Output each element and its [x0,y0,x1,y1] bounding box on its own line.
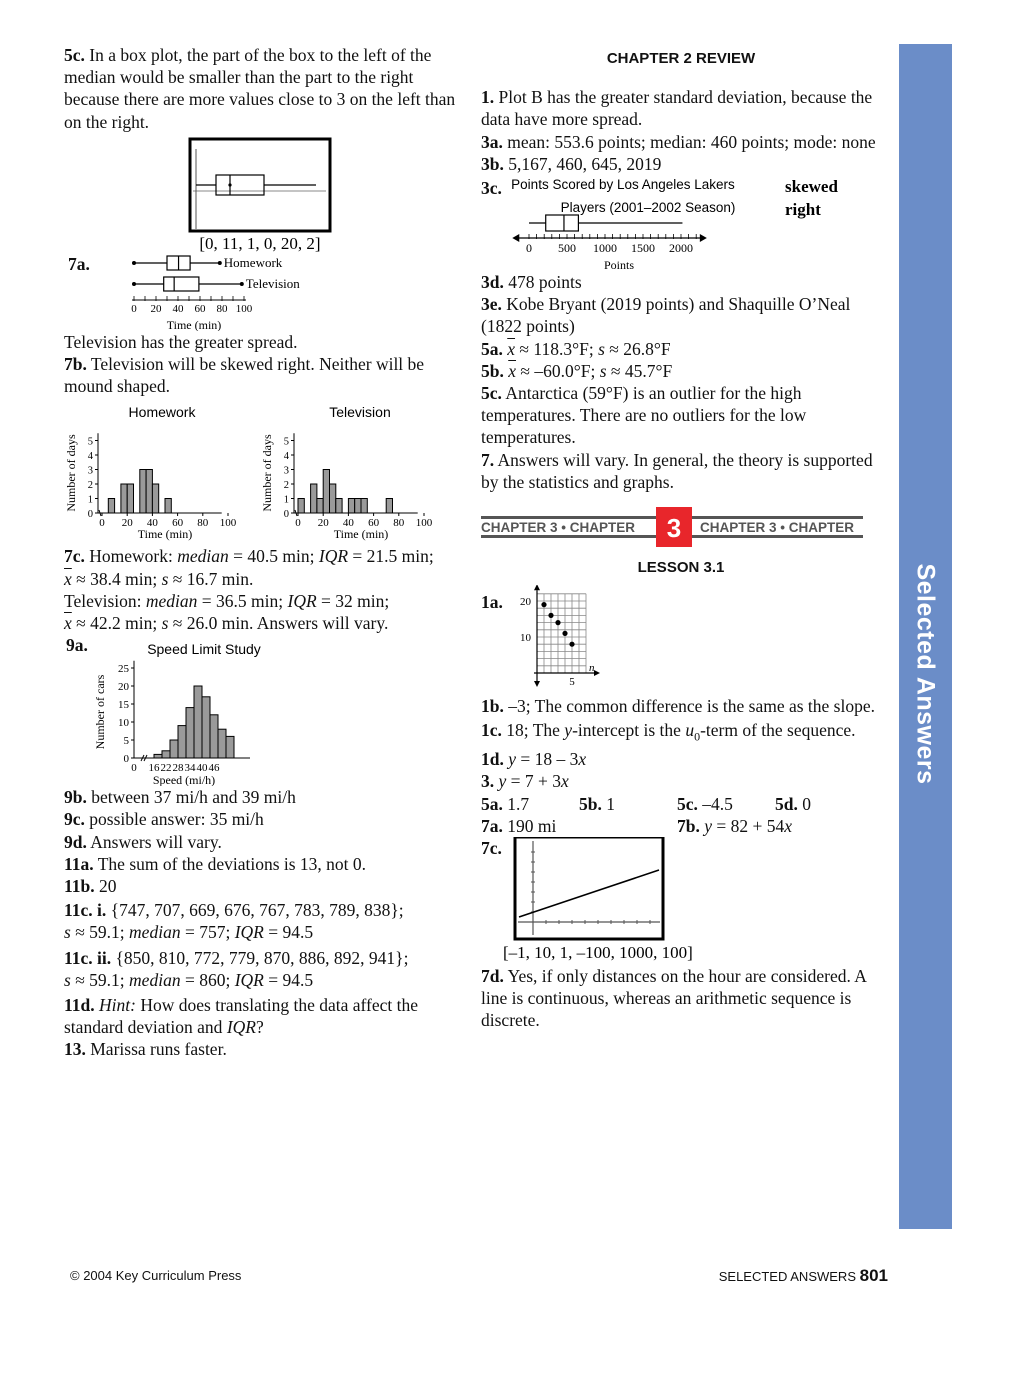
arrow-right-icon [594,670,600,676]
chapter-number: 3 [666,513,682,544]
var-x: x [561,771,569,792]
answer-7a-31: 7a. 190 mi [481,815,557,836]
ytick-10: 10 [520,632,531,645]
answer-ch2-1: 1. Plot B has the greater standard deviation, because the data have more spread. [481,87,873,130]
approx-icon: ≈ [520,360,530,381]
hist-bar [121,484,127,513]
y-tick-label: 4 [87,451,93,463]
boxplot-xlabel: Time (min) [166,317,222,331]
var-y: y [498,771,507,792]
x-tick-label: 40 [342,517,354,530]
answer-3-1-1d: 1d. y = 18 – 3x [481,749,587,770]
approx-icon: ≈ [75,969,85,990]
y-tick-label: 2 [283,480,289,492]
y-tick-label: 5 [87,436,93,448]
x-tick-label: 80 [393,517,405,530]
x-tick-label: 22 [160,762,172,775]
hist-xlabel: Time (min) [137,527,193,542]
chapter-bar-right: CHAPTER 3 • CHAPTER [700,520,854,536]
hist9a-ylabel: Number of cars [93,674,107,750]
approx-icon: ≈ [76,613,86,634]
hist-bar [154,755,162,759]
xtick-5: 5 [569,676,575,689]
lesson-3-1-heading: LESSON 3.1 [637,559,725,577]
lakers-title-1: Points Scored by Los Angeles Lakers [511,177,735,193]
answer-11c-i: 11c. i. {747, 707, 669, 676, 767, 783, 789, 838}; s ≈ 59.1; median = 757; IQR = 94.5 [64,900,404,943]
approx-icon: ≈ [76,568,86,589]
scatter-point [541,602,546,607]
skewed-note: skewed [785,177,838,197]
x-tick-label: 28 [172,762,184,775]
hist-bar [330,484,336,513]
y-tick-label: 25 [118,663,129,676]
answer-3-1-3: 3. y = 7 + 3x [481,771,569,792]
x-tick-label: 46 [208,762,220,775]
answer-ch2-5c: 5c. Antarctica (59°F) is an outlier for the high temperatures. There are no outliers for the low temperatures. [481,383,807,448]
approx-icon: ≈ [519,338,530,359]
hist-bar [108,499,114,514]
hist-bar [348,499,354,514]
chapter-bar-left: CHAPTER 3 • CHAPTER [481,520,635,536]
calculator-line-graph [481,837,881,965]
x-tick-label: 0 [295,517,301,530]
answer-11a: 11a. The sum of the deviations is 13, not 0. [64,853,367,874]
answer-ch2-7: 7. Answers will vary. In general, the theory is supported by the statistics and graphs. [481,449,873,492]
hist-bar [165,499,171,514]
hist-bar [355,499,361,514]
answer-5b: 5b. 1 [579,793,615,814]
x-tick-label: 60 [368,517,380,530]
approx-icon: ≈ [609,338,619,359]
tick-label: 80 [216,302,228,315]
tick-label: 1500 [631,241,655,256]
tick-label: 20 [150,302,162,315]
hist-bar [178,726,186,758]
series-label: Television [245,275,300,291]
x-tick-label: 100 [415,517,433,530]
x-tick-label: 100 [219,517,237,530]
tick-label: 40 [172,302,184,315]
lakers-title-2: Players (2001–2002 Season) [560,200,736,216]
answer-3-1-1b: 1b. –3; The common difference is the same as the slope. [481,696,875,717]
xbar-symbol: $\overline{x}$ [507,338,516,359]
y-tick-label: 2 [87,480,93,492]
y-tick-label: 1 [87,494,93,506]
var-x: x [784,815,793,836]
hist-bar [298,499,304,514]
answer-7a: 7a. Homework Television 0 20 40 60 80 100 Time (min) [64,253,464,331]
answer-7c-31: 7c. [–1, 10, 1, –100, 1000, 100] [481,837,881,965]
window-caption-7c: [–1, 10, 1, –100, 1000, 100] [503,942,693,962]
answer-3-1-1c: 1c. 18; The y-intercept is the $u_0$-term of the sequence. [481,720,856,744]
scatter-point [548,613,553,618]
x-tick-label: 0 [131,762,137,775]
hist-bar [127,484,133,513]
arrow-down-icon [534,681,540,687]
arrow-up-icon [534,585,540,590]
hist-bar [218,729,226,758]
answer-11b: 11b. 20 [64,876,117,897]
x-variable: n [589,662,595,675]
answer-ch2-5b: 5b. $\overline{x} \approx -60.0^\circ F$; s ≈ 45.7°F [481,360,673,381]
answer-7b-31: 7b. y = 82 + 54x [677,815,793,836]
answer-ch2-3c: 3c. Points Scored by Los Angeles Lakers Players (2001–2002 Season) skewed right 0 500 1000 1500 2000 Points [481,175,881,271]
y-tick-label: 5 [123,735,129,748]
arrow-right-icon [700,234,707,242]
right-note: right [785,200,821,220]
x-tick-label: 60 [172,517,184,530]
speed-limit-histogram [64,634,464,786]
answer-ch2-3b: 3b. 5,167, 460, 645, 2019 [481,153,662,174]
approx-icon: ≈ [610,360,621,381]
tick-label: 2000 [669,241,693,256]
hist-bar [323,470,329,514]
tab-label: Selected Answers [911,563,940,785]
answer-ch2-3a: 3a. mean: 553.6 points; median: 460 points; mode: none [481,131,876,152]
lakers-xlabel: Points [603,258,635,272]
answer-ch2-5a: 5a. $\overline{x} \approx 118.3^\circ F$; s ≈ 26.8°F [481,338,671,359]
hist-bar [317,499,323,514]
histograms-7b [64,397,464,545]
series-label: Homework [223,254,283,270]
hist-bar [140,470,146,514]
y-tick-label: 1 [283,494,289,506]
x-tick-label: 16 [148,762,160,775]
box [164,277,199,291]
hist-bar [386,499,392,514]
x-tick-label: 34 [184,762,196,775]
answer-7d-31: 7d. Yes, if only distances on the hour are considered. A line is continuous, whereas an arithmetic sequence is discrete. [481,965,866,1031]
chapter-3-banner [481,507,881,547]
lakers-box [546,215,579,231]
y-tick-label: 0 [87,509,93,521]
hist9a-title: Speed Limit Study [147,641,261,658]
hist-bar [194,686,202,758]
answer-ch2-3e: 3e. Kobe Bryant (2019 points) and Shaquille O’Neal (1822 points) [481,294,851,337]
y-tick-label: 20 [118,681,129,694]
selected-answers-tab [899,44,952,1229]
ytick-20: 20 [520,596,531,609]
tick-label: 0 [526,241,532,256]
page-number: 801 [859,1266,888,1285]
copyright: © 2004 Key Curriculum Press [70,1268,242,1283]
answer-3-1-1a: 1a. 20 10 5 n [481,591,881,695]
right-column [481,44,881,1032]
x-tick-label: 40 [146,517,158,530]
xbar-symbol: $\overline{x}$ [64,568,72,589]
x-tick-label: 20 [121,517,133,530]
scatter-point [569,642,574,647]
answer-9c: 9c. possible answer: 35 mi/h [64,809,264,830]
page-footer: SELECTED ANSWERS 801 [718,1266,888,1285]
approx-icon: ≈ [172,568,183,589]
y-tick-label: 3 [87,465,93,477]
x-tick-label: 20 [317,517,329,530]
answer-5a: 5a. 1.7 [481,793,530,814]
x-tick-label: 80 [197,517,209,530]
lakers-boxplot [481,175,881,271]
tick-label: 500 [558,241,576,256]
hist-bar [361,499,367,514]
hist-bar [152,484,158,513]
answer-5d: 5d. 0 [775,793,811,814]
hist-bar [186,708,194,758]
tick-label: 1000 [593,241,617,256]
calculator-boxplot-screen [64,133,464,253]
y-tick-label: 4 [283,451,289,463]
hist-ylabel: Number of days [64,434,78,513]
answer-5c-31: 5c. –4.5 [677,793,733,814]
scatter-point [562,631,567,636]
x-tick-label: 40 [196,762,208,775]
answer-13: 13. Marissa runs faster. [64,1039,227,1060]
answer-9d: 9d. Answers will vary. [64,831,222,852]
hist-bar [311,484,317,513]
y-tick-label: 0 [283,509,289,521]
hist-homework-title: Homework [128,404,196,421]
scatter-point [555,620,560,625]
whisker-end [132,261,136,265]
x-tick-label: 0 [99,517,105,530]
left-column [64,44,464,1061]
approx-icon: ≈ [172,613,183,634]
hist-television-title: Television [329,404,391,421]
whisker-end [240,282,244,286]
y-tick-label: 10 [118,717,129,730]
var-x: x [578,749,587,770]
y-tick-label: 5 [283,436,289,448]
hist-bar [336,499,342,514]
chapter-2-review-heading: CHAPTER 2 REVIEW [606,50,756,67]
sequence-scatter-plot [515,585,645,689]
answer-11c-ii: 11c. ii. {850, 810, 772, 779, 870, 886, 892, 941}; s ≈ 59.1; median = 860; IQR = 94.5 [64,947,409,990]
hist-xlabel: Time (min) [333,527,389,542]
whisker-end [132,282,136,286]
answer-ch2-3d: 3d. 478 points [481,272,582,293]
hist9a-xlabel: Speed (mi/h) [152,773,216,787]
var-y: y [704,815,713,836]
boxplot-homework-television [100,253,360,331]
answer-7a-note: Television has the greater spread. [64,331,298,352]
y-tick-label: 15 [118,699,129,712]
xbar-symbol: $\overline{x}$ [64,613,72,634]
hist-bar [146,470,152,514]
answer-7b: 7b. Television will be skewed right. Neither will be mound shaped. [64,354,425,397]
var-y: y [508,749,517,770]
hist-bar [202,697,210,758]
y-tick-label: 0 [123,753,129,766]
answer-7c: 7c. Homework: median = 40.5 min; IQR = 21.5 min; $\overline{x} \approx 38.4$ min; s ≈ 16.7 min. Television: median = 36.5 min; IQR = 32 min; $\overline{x} \approx 42.2$ min; s ≈ 26.0 min. Answers will vary. [64,546,434,634]
answer-5c: 5c. In a box plot, the part of the box to the left of the median would be smaller than the part to the right because there are more values close to 3 on the left than on the right. [64,45,456,132]
arrow-left-icon [512,234,519,242]
tick-label: 0 [131,302,137,315]
hist-ylabel: Number of days [260,434,274,513]
hist-bar [170,740,178,758]
approx-icon: ≈ [75,922,85,943]
xbar-symbol: $\overline{x}$ [508,360,517,381]
hist-bar [226,737,234,759]
tick-label: 60 [194,302,206,315]
hist-bar [162,751,170,758]
y-tick-label: 3 [283,465,289,477]
answer-9a: 9a. Speed Limit Study 0 5 10 15 20 25 Number of cars 0 16 22 28 34 40 46 Speed (mi/h) [64,634,464,786]
answer-row-7 [481,815,881,837]
window-caption: [0, 11, 1, 0, 20, 2] [199,233,321,253]
whisker-end [218,261,222,265]
histogram-homework [64,434,237,542]
answer-9b: 9b. between 37 mi/h and 39 mi/h [64,787,296,808]
answer-row-5 [481,793,881,815]
tick-label: 100 [235,302,253,315]
histogram-television [260,434,433,542]
hist-bar [210,715,218,758]
answer-11d: 11d. Hint: How does translating the data affect the standard deviation and IQR? [64,995,418,1038]
